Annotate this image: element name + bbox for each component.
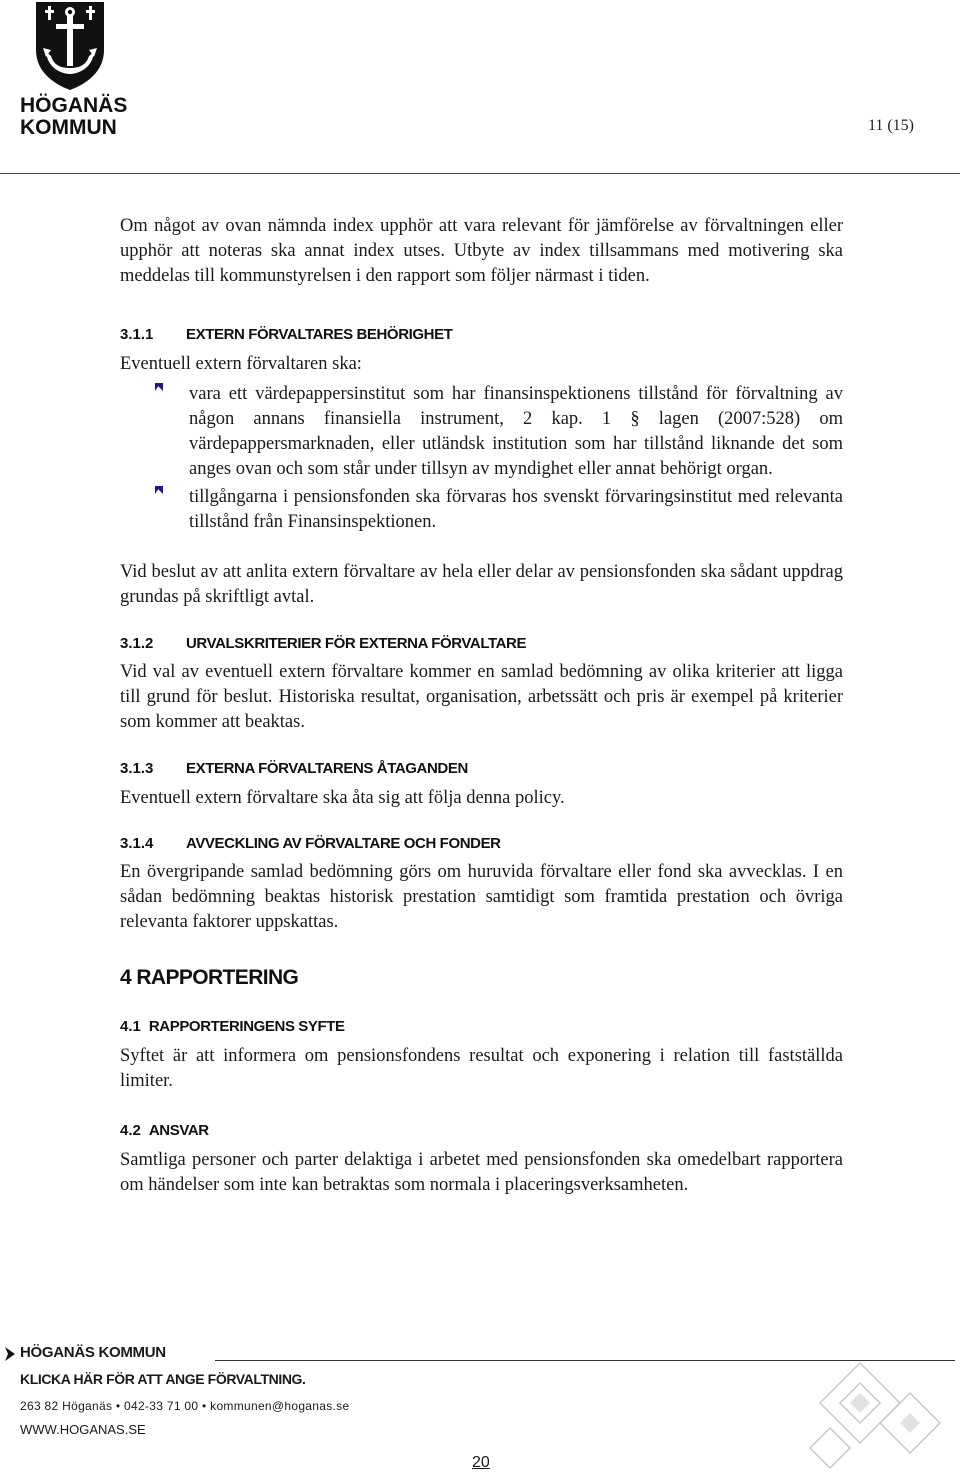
s313-text: Eventuell extern förvaltare ska åta sig att följa denna policy. (120, 788, 565, 808)
footer-website-link[interactable]: WWW.HOGANAS.SE (20, 1422, 146, 1437)
heading-number: 3.1.3 (120, 760, 154, 777)
list-item (120, 485, 843, 535)
footer-page-number: 20 (472, 1454, 490, 1471)
anchor-crest-icon (34, 0, 106, 92)
heading-title: EXTERNA FÖRVALTARENS ÅTAGANDEN (186, 760, 468, 777)
page-footer (0, 1340, 960, 1475)
bullet-icon (155, 486, 163, 494)
page-number: 11 (15) (867, 117, 914, 134)
s42-text: Samtliga personer och parter delaktiga i arbetet med pensionsfonden ska omedelbart rapportera om händelser som inte kan betraktas som normala i placeringsverksamheten. (120, 1150, 843, 1195)
heading-3-1-1 (120, 325, 843, 345)
logo-text-kommun: KOMMUN (20, 116, 117, 139)
s311-bullet-list (120, 382, 843, 535)
heading-number: 3.1.4 (120, 835, 154, 852)
heading-3-1-4 (120, 834, 843, 854)
intro-paragraph: Om något av ovan nämnda index upphör att vara relevant för jämförelse av förvaltningen eller upphör att noteras ska annat index utses. Utbyte av index tillsammans med motivering ska meddelas till kommunstyrelsen i den rapport som följer närmast i tiden. (120, 216, 843, 286)
arrow-right-icon (4, 1346, 16, 1362)
footer-address: 263 82 Höganäs • 042-33 71 00 • kommunen@hoganas.se (20, 1399, 350, 1413)
s41-text: Syftet är att informera om pensionsfondens resultat och exponering i relation till fastställda limiter. (120, 1046, 843, 1091)
s311-closing: Vid beslut av att anlita extern förvaltare av hela eller delar av pensionsfonden ska sådant uppdrag grundas på skriftligt avtal. (120, 562, 843, 607)
bullet-icon (155, 383, 163, 391)
s312-text: Vid val av eventuell extern förvaltare kommer en samlad bedömning av olika kriterier att ligga till grund för beslut. Historiska resultat, organisation, arbetssätt och pris är exempel på kriterier som kommer att beaktas. (120, 662, 843, 732)
heading-4-2 (120, 1118, 843, 1143)
list-item-text: vara ett värdepappersinstitut som har finansinspektionens tillstånd för förvaltning av någon annans finansiella instrument, 2 kap. 1 § lagen (2007:528) om värdepappersmarknaden, eller utländsk institution som har tillstånd liknande det som anges ovan och som står under tillsyn av myndighet eller annat behörigt organ. (189, 384, 843, 479)
heading-4: 4 RAPPORTERING (120, 966, 299, 989)
heading-title: ANSVAR (148, 1122, 209, 1139)
heading-number: 4.1 (120, 1018, 141, 1035)
logo-text-hoganas: HÖGANÄS (20, 94, 128, 117)
s314-text: En övergripande samlad bedömning görs om huruvida förvaltare eller fond ska avvecklas. I en sådan bedömning beaktas historisk prestation samtidigt som framtida prestation och övriga relevanta faktorer uppskattas. (120, 862, 843, 932)
document-body (120, 214, 843, 1198)
footer-department: KLICKA HÄR FÖR ATT ANGE FÖRVALTNING. (20, 1371, 306, 1387)
heading-number: 3.1.2 (120, 635, 154, 652)
list-item (120, 382, 843, 482)
diamond-pattern-icon (800, 1358, 950, 1468)
heading-title: AVVECKLING AV FÖRVALTARE OCH FONDER (186, 835, 501, 852)
heading-title: URVALSKRITERIER FÖR EXTERNA FÖRVALTARE (186, 635, 527, 652)
s311-lead: Eventuell extern förvaltaren ska: (120, 354, 362, 374)
heading-3-1-2 (120, 634, 843, 654)
hoganas-logo (20, 0, 128, 139)
heading-number: 3.1.1 (120, 326, 154, 343)
heading-title: EXTERN FÖRVALTARES BEHÖRIGHET (186, 326, 453, 343)
footer-org-name: HÖGANÄS KOMMUN (20, 1344, 166, 1361)
heading-4-1 (120, 1014, 843, 1039)
list-item-text: tillgångarna i pensionsfonden ska förvaras hos svenskt förvaringsinstitut med relevanta tillstånd från Finansinspektionen. (189, 487, 843, 532)
heading-title: RAPPORTERINGENS SYFTE (148, 1018, 345, 1035)
heading-3-1-3 (120, 759, 843, 779)
header-divider (0, 173, 960, 174)
heading-number: 4.2 (120, 1122, 141, 1139)
